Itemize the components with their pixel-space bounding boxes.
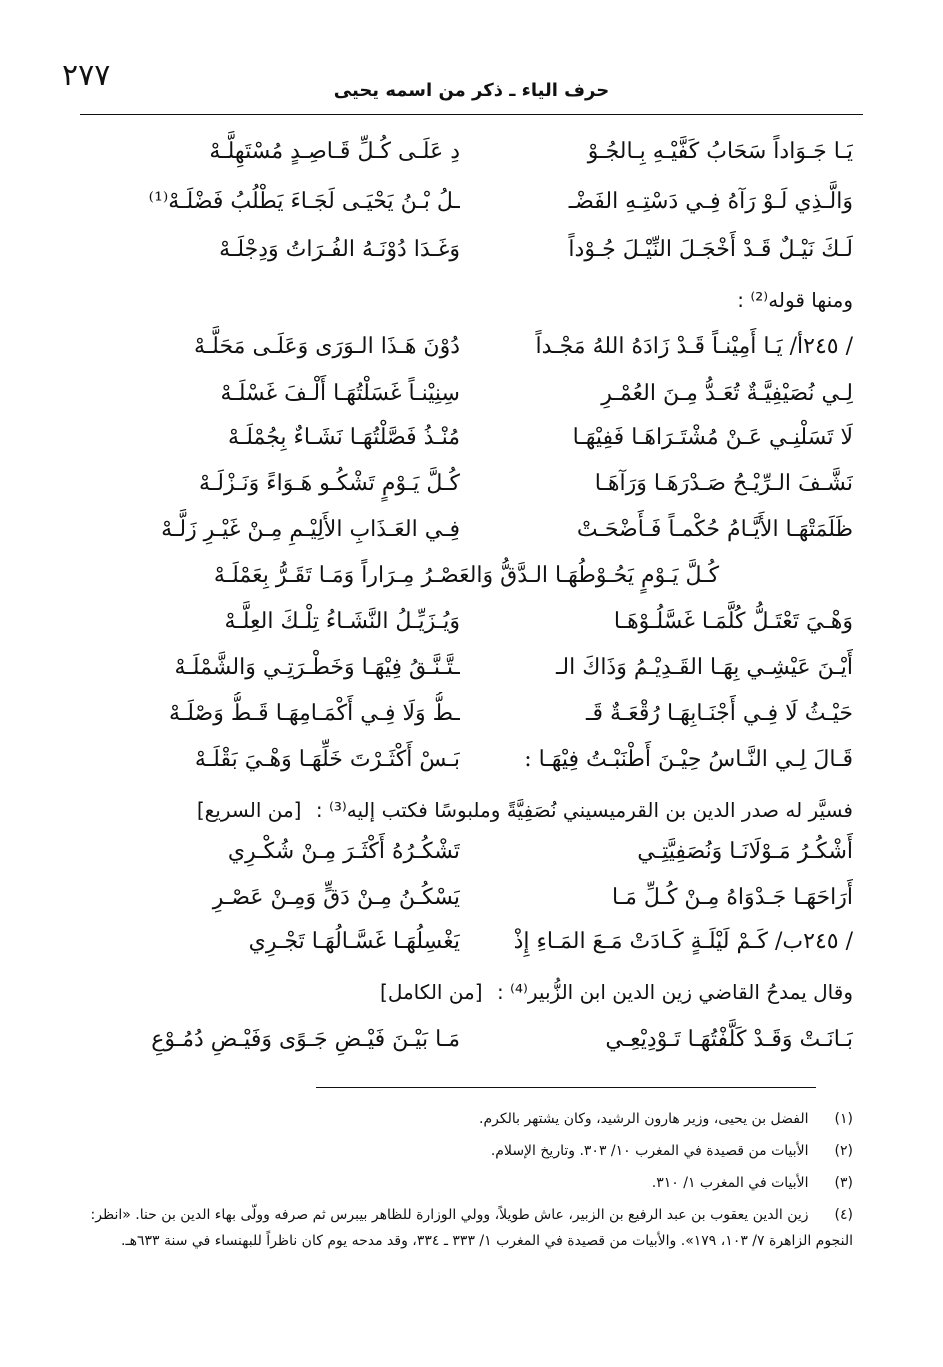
verse-hemistich-second: يَغْسِلُهَـا غَسَّـالُهَـا تَجْـرِي — [248, 929, 460, 954]
verse-hemistich-second: تَشْكُـرُهُ أَكْثَـرَ مِـنْ شُكْـرِي — [227, 839, 460, 864]
verse-line — [70, 228, 853, 272]
footnote — [70, 1106, 853, 1132]
footnote-text: زين الدين يعقوب بن عبد الرفيع بن الزبير، عاش طويلاً، وولي الوزارة للظاهر بيبرس ثم صرفه وولّى بهاء الدين بن حنا. «انظر: النجوم الزاهرة ٧/ ١٠٣، ١٧٩». والأبيات من قصيدة في المغرب ١/ ٣٣٣ ـ ٣٣٤، وقد مدحه يوم كان ناظراً للبهنساء في سنة ٦٣٣هـ. — [90, 1207, 853, 1249]
verse-hemistich-second: سِنِيْنـاً غَسَلْتُهَـا أَلْـفَ غَسْلَـهْ — [220, 381, 460, 406]
verse-hemistich-second: يَسْكُـنُ مِـنْ دَقٍّ وَمِـنْ عَصْـرِ — [212, 885, 460, 910]
verse-line — [70, 692, 853, 736]
verse-hemistich-first: وَالَّـذِي لَـوْ رَآهُ فِـي دَسْتِـهِ الفَضْـ — [568, 189, 853, 214]
verse-line — [70, 180, 853, 224]
verse-hemistich-first: نَشَّـفَ الـرِّيْـحُ صَـدْرَهَـا وَرَآهَـا — [594, 471, 853, 496]
verse-hemistich-first: / ٢٤٥أ/ يَـا أَمِيْنـاً قَـدْ زَادَهُ اللهُ مَجْـداً — [535, 334, 853, 359]
verse-line — [70, 876, 853, 920]
prose-text: وقال يمدحُ القاضي زين الدين ابن الزُّبير⁽⁴⁾ : — [496, 980, 853, 1004]
verse-line — [70, 130, 853, 174]
verse-hemistich-second: كُـلَّ يَـوْمٍ تَشْكُـو هَـوَاءً وَنَـزْلَـهْ — [199, 471, 460, 496]
footnote — [70, 1138, 853, 1164]
footnote-text: الأبيات من قصيدة في المغرب ١٠/ ٣٠٣. وتاريخ الإسلام. — [490, 1143, 809, 1159]
verse-hemistich-first: وَهْـيَ تَعْتَـلُّ كُلَّمَـا غَسَّلُـوْهَـا — [613, 609, 853, 634]
prose-line — [70, 972, 853, 1012]
verse-line — [70, 462, 853, 506]
verse-line — [70, 508, 853, 552]
footnote-number: (١) — [834, 1111, 853, 1127]
verse-line — [70, 1018, 853, 1062]
footnote-text: الفضل بن يحيى، وزير هارون الرشيد، وكان يشتهر بالكرم. — [479, 1111, 809, 1127]
verse-line — [70, 416, 853, 460]
verse-hemistich-second: وَيُـزَيِّـلُ النَّشَـاءُ تِلْـكَ العِلَّـهْ — [224, 609, 460, 634]
verse-hemistich-first: أَشْكُـرُ مَـوْلَانَـا وَنُصَفِيَّتِـي — [637, 839, 853, 864]
prose-text: فسيَّر له صدر الدين بن القرميسيني نُصَفِيَّةً وملبوسًا فكتب إليه⁽³⁾ : — [315, 798, 853, 822]
verse-hemistich-second: فِـي العَـذَابِ الأَلِيْـمِ مِـنْ غَيْـرِ زَلَّـهْ — [161, 517, 460, 542]
footnote-number: (٣) — [834, 1175, 853, 1191]
verse-hemistich-second: ـلُ بْـنُ يَحْيَـى لَجَـاءَ يَطْلُبُ فَضْلَـهْ⁽¹⁾ — [148, 189, 460, 214]
footnote-number: (٢) — [834, 1143, 853, 1159]
verse-hemistich-first: قَـالَ لِـي النَّـاسُ حِيْـنَ أَطْنَبْـتُ فِيْهَـا : — [524, 747, 853, 772]
verse-line — [70, 646, 853, 690]
verse-line — [70, 600, 853, 644]
prose-line — [70, 790, 853, 830]
footnote-number: (٤) — [834, 1207, 853, 1223]
prose-line: ومنها قوله⁽²⁾ : — [737, 288, 853, 312]
verse-hemistich-first: بَـانَـتْ وَقَـدْ كَلَّفْتُهَـا تَـوْدِيْعِـي — [605, 1027, 853, 1052]
running-header: حرف الياء ـ ذكر من اسمه يحيى — [333, 80, 610, 101]
verse-hemistich-second: بَـسْ أَكْثَـرْتَ خَلِّهَـا وَهْـيَ بَقْلَـهْ — [194, 747, 460, 772]
footnote-text: الأبيات في المغرب ١/ ٣١٠. — [651, 1175, 809, 1191]
verse-hemistich-second: ـتَّـنَّـقُ فِيْهَـا وَخَطْـرَتِـي وَالشَّمْلَـهْ — [174, 655, 460, 680]
verse-line — [70, 920, 853, 964]
verse-line — [70, 738, 853, 782]
header-rule — [80, 114, 863, 115]
footnote — [70, 1202, 853, 1254]
verse-hemistich-first: لَا تَسَلْنِـي عَـنْ مُشْتَـرَاهَـا فَفِيْهَـا — [572, 425, 853, 450]
verse-hemistich-first: أَيْـنَ عَيْشِـي بِهَـا القَـدِيْـمُ وَذَاكَ الـ — [555, 655, 853, 680]
meter-label: [من السريع] — [196, 798, 302, 822]
footnote-rule — [316, 1087, 816, 1088]
page-number: ٢٧٧ — [62, 58, 111, 93]
verse-hemistich-first: لِـي نُصَيْفِيَّـةٌ تُعَـدُّ مِـنَ العُمْـرِ — [601, 381, 853, 406]
verse-line-full — [70, 554, 853, 598]
verse-hemistich-first: يَـا جَـوَاداً سَحَابُ كَفَّيْـهِ بِـالجُـوْ — [587, 139, 853, 164]
verse-line — [70, 325, 853, 369]
verse-hemistich-second: مَـا بَيْـنَ فَيْـضِ جَـوًى وَفَيْـضِ دُمُـوْعِ — [151, 1027, 460, 1052]
verse-hemistich-second: دُوْنَ هَـذَا الـوَرَى وَعَلَـى مَحَلَّـهْ — [193, 334, 460, 359]
verse-hemistich-first: أَرَاحَهَـا جَـدْوَاهُ مِـنْ كُـلِّ مَـا — [611, 885, 853, 910]
verse-hemistich-second: مُنْـذُ فَصَّلْتُهَـا نَشَـاءٌ بِجُمْلَـهْ — [227, 425, 460, 450]
verse-hemistich-first: / ٢٤٥ب/ كَـمْ لَيْلَـةٍ كَـادَتْ مَـعَ المَـاءِ إِذْ — [513, 929, 853, 954]
verse-hemistich-second: دِ عَلَـى كُـلِّ قَـاصِـدٍ مُسْتَهِلَّـهْ — [209, 139, 460, 164]
verse-hemistich-second: وَغَـدَا دُوْنَـهُ الفُـرَاتُ وَدِجْلَـهْ — [219, 237, 460, 262]
verse-line — [70, 372, 853, 416]
verse-line — [70, 830, 853, 874]
verse-hemistich-first: حَيْـثُ لَا فِـي أَجْنَـابِهَـا رُقْعَـةٌ قَـ — [586, 701, 853, 726]
meter-label: [من الكامل] — [380, 980, 483, 1004]
verse-hemistich-first: لَـكَ نَيْـلٌ قَـدْ أَخْجَـلَ النِّيْـلَ جُـوْداً — [568, 237, 853, 262]
verse-hemistich-first: ظَلَمَتْهَـا الأَيَّـامُ حُكْمـاً فَـأَضْحَـتْ — [576, 517, 853, 542]
verse-full-text: كُـلَّ يَـوْمٍ يَحُـوْطُهَـا الـدَّقُّ وَالعَصْـرُ مِـرَاراً وَمَـا تَقَـرُّ بِعَمْلَـهْ — [213, 563, 720, 588]
footnote — [70, 1170, 853, 1196]
verse-hemistich-second: ـطُّ وَلَا فِـي أَكْمَـامِهَـا قَـطُّ وَصْلَـهْ — [169, 701, 460, 726]
